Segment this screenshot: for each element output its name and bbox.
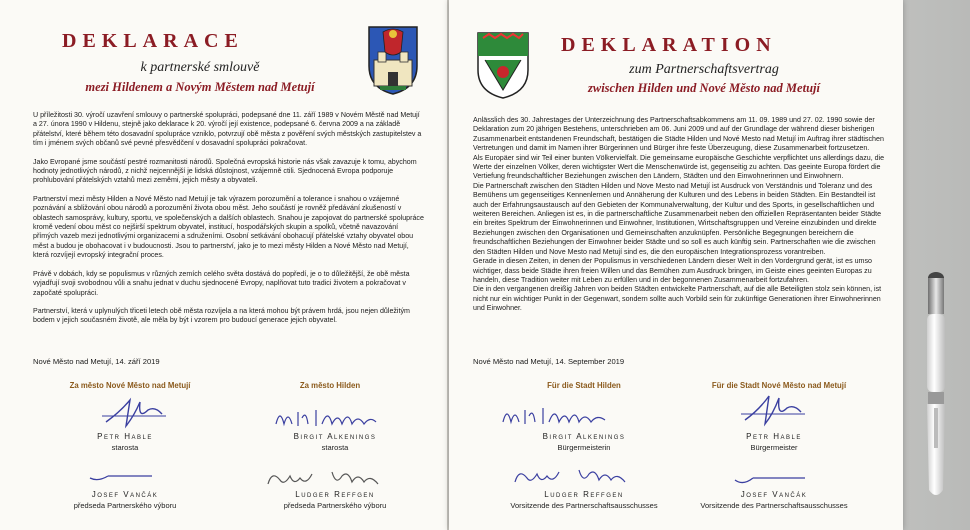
pen-icon	[906, 268, 966, 508]
signature-vancak-de	[731, 466, 811, 488]
german-role-reffgen: Vorsitzende des Partnerschaftsausschusses	[510, 501, 658, 510]
czech-name-reffgen: Ludger Reffgen	[295, 490, 375, 499]
german-sign-for-nove-mesto: Für die Stadt Nové Město nad Metují	[711, 381, 847, 390]
nove-mesto-crest-icon	[366, 24, 420, 96]
german-name-hable: Petr Hable	[746, 432, 802, 441]
czech-subtitle: k partnerské smlouvě	[140, 60, 260, 75]
czech-paragraph: Partnerství, která v uplynulých třiceti letech obě města rozvíjela a na která mohou být právem hrdá, jsou nejen důležitým bodem v jejich současném životě, ale měla by být i vzorem pro budoucí generace jejich obyvatel.	[33, 306, 410, 325]
signature-hable-de	[739, 388, 809, 432]
german-name-alkenings: Birgit Alkenings	[542, 432, 626, 441]
german-role-alkenings: Bürgermeisterin	[557, 443, 611, 452]
czech-role-hable: starosta	[111, 443, 139, 452]
signature-alkenings	[272, 404, 382, 432]
czech-name-vancak: Josef Vančák	[91, 490, 159, 499]
signature-vancak	[86, 462, 156, 486]
czech-subtitle-parties: mezi Hildenem a Novým Městem nad Metují	[85, 80, 315, 94]
czech-place-date: Nové Město nad Metují, 14. září 2019	[33, 357, 160, 366]
german-paragraph: Die Partnerschaft zwischen den Städten Hilden und Nove Mesto nad Metují ist Ausdruck von Verständnis und Toleranz und des Bemühens um gegenseitiges Kennenlernen und Annäherung der Kulturen und des Lebens in beiden Städten. Ein Bestandteil ist auch der Erfahrungsaustausch auf den Gebieten der Kommunalverwaltung, der Kultur und des Sports, in gesellschaftlichen und weiteren Bereichen. Anliegen ist es, in die partnerschaftliche Zusammenarbeit neben den offiziellen Repräsentanten beider Städte ein breites Spektrum der Einwohnerinnen und Einwohner, Institutionen, Wirtschaftsgruppen und Vereine einzubinden und direkte Beziehungen zwischen den Organisationen und Gemeinschaften anzuknüpfen. Persönliche Begegnungen bereichern die freundschaftlichen Beziehungen der Einwohner beider Städte und so soll es auch künftig sein. Partnerschaften wie die zwischen den Städten Hilden und Nove Mesto nad Metují sind es, die den europäischen Integrationsprozess vorantreiben.	[473, 181, 882, 256]
german-sign-for-hilden: Für die Stadt Hilden	[547, 381, 621, 390]
german-name-vancak: Josef Vančák	[740, 490, 808, 499]
german-declaration-sheet	[449, 0, 903, 530]
signature-reffgen	[262, 466, 392, 492]
czech-paragraph: U příležitosti 30. výročí uzavření smlouvy o partnerské spolupráci, podepsané dne 11. září 1989 v Novém Městě nad Metují a 27. února 1990 v Hildenu, stejně jako deklarace k 20. výročí její existence, podepsané 6. června 2009 a na základě přátelství, které během této dosavadní spolupráce vzniklo, potvrzují obě města z pověření svých městských zastupitelstev a tím i jménem svých občanů své pevné přesvědčení v dosavadní spolupráci pokračovat.	[33, 111, 422, 148]
czech-name-hable: Petr Hable	[97, 432, 153, 441]
czech-declaration-sheet	[0, 0, 447, 530]
german-paragraph: Anlässlich des 30. Jahrestages der Unterzeichnung des Partnerschaftsabkommens am 11. 09. 1989 und 27. 02. 1990 sowie der Deklaration zum 20 jährigen Bestehens, unterschrieben am 06. Juni 2009 und auf der Grundlage der während dieser bisherigen Zusammenarbeit entstandenen Freundschaft, bestätigen die Städte Hilden und Nové Mesto nad Metují im Auftrag ihrer städtischen Vertretungen und damit im Namen ihrer Bürgerinnen und Bürger ihre feste Überzeugung, diese Zusammenarbeit fortzusetzen.	[473, 116, 884, 153]
german-body	[473, 116, 885, 314]
czech-paragraph: Jako Evropané jsme součástí pestré rozmanitosti národů. Společná evropská historie nás však zavazuje k tomu, abychom hodnoty jednotlivých národů, z nichž nejcennější je lidská důstojnost, vzájemně ctili. Sjednocená Evropa podporuje prohlubování přátelských vztahů mezi zeměmi, jejich městy a obyvateli.	[33, 157, 417, 185]
german-paragraph: Die in den vergangenen dreißig Jahren von beiden Städten entwickelte Partnerschaft, auf die alle Beteiligten stolz sein können, ist nicht nur ein wichtiger Punkt in der Gegenwart, sondern sollte auch Vorbild sein für zukünftige Generationen ihrer Einwohnerinnen und Einwohner.	[473, 285, 882, 313]
signature-hable	[100, 392, 170, 432]
german-place-date: Nové Město nad Metují, 14. September 2019	[473, 357, 625, 366]
czech-paragraph: Partnerství mezi městy Hilden a Nové Město nad Metují je tak výrazem porozumění a tolerance i snahou o vzájemné poznávání a sbližování obou národů a porozumění života obou měst. Jeho součástí je rovněž předávání zkušeností v oblastech samosprávy, kultury, sportu, ve společenských a dalších oblastech. Snahou je zapojovat do partnerské spolupráce kromě vedení obou měst co nejširší spektrum obyvatel, institucí, hospodářských skupin a spolků, včetně navazování přímých vazeb mezi jednotlivými organizacemi a sdruženími. Osobní setkávání obohacují přátelské vztahy obyvatel obou měst a budou je obohacovat i v budoucnosti. Jsou to partnerství, jako je to mezi městy Hilden a Nové Město nad Metují, která rozvíjejí evropský integrační proces.	[33, 194, 424, 260]
czech-role-reffgen: předseda Partnerského výboru	[283, 501, 387, 510]
hilden-crest-icon	[475, 30, 531, 100]
signature-reffgen-de	[509, 464, 639, 490]
czech-body	[33, 111, 425, 335]
czech-role-vancak: předseda Partnerského výboru	[73, 501, 177, 510]
czech-paragraph: Právě v dobách, kdy se populismus v různých zemích celého světa dostává do popředí, je o to důležitější, že obě města vyjadřují svoji svobodnou vůli a snahu jednat v duchu sjednocené Evropy, naplňovat tuto tradici životem a pokračovat v započaté spolupráci.	[33, 269, 410, 297]
german-paragraph: Gerade in diesen Zeiten, in denen der Populismus in verschiedenen Ländern dieser Welt in den Vordergrund gerät, ist es umso wichtiger, dass beide Städte ihren freien Willen und das Bemühen zum Ausdruck bringen, im Geiste eines geeinten Europas zu handeln, diese Tradition weiter mit Leben zu erfüllen und in der begonnenen Zusammenarbeit fortzufahren.	[473, 257, 872, 284]
german-subtitle: zum Partnerschaftsvertrag	[629, 62, 779, 77]
czech-name-alkenings: Birgit Alkenings	[293, 432, 377, 441]
german-title: DEKLARATION	[561, 34, 777, 56]
czech-sign-for-nove-mesto: Za město Nové Město nad Metují	[69, 381, 191, 390]
czech-role-alkenings: starosta	[321, 443, 349, 452]
german-paragraph: Als Europäer sind wir Teil einer bunten Völkervielfalt. Die gemeinsame europäische Geschichte verpflichtet uns allerdings dazu, die Werte der einzelnen Völker, deren wichtigster Wert die Menschenwürde ist, gegenseitig zu achten. Das geeinte Europa fördert die Vertiefung freundschaftlicher Beziehungen zwischen den Ländern, Städten und den Einwohnerinnen und Einwohnern.	[473, 153, 885, 181]
czech-title: DEKLARACE	[62, 30, 244, 52]
german-subtitle-parties: zwischen Hilden und Nové Město nad Metují	[588, 81, 820, 95]
german-role-vancak: Vorsitzende des Partnerschaftsausschusses	[700, 501, 848, 510]
german-name-reffgen: Ludger Reffgen	[544, 490, 624, 499]
signature-alkenings-de	[499, 402, 619, 430]
czech-sign-for-hilden: Za město Hilden	[299, 381, 361, 390]
german-role-hable: Bürgermeister	[750, 443, 798, 452]
